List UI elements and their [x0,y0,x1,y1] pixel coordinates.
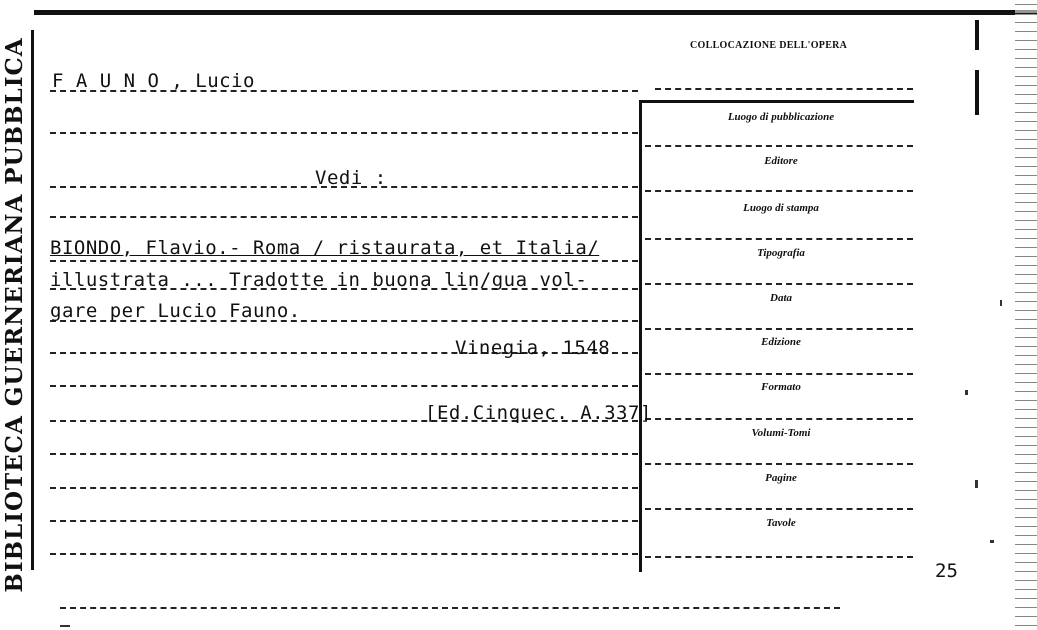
rule-line [50,216,638,218]
library-side-stamp: BIBLIOTECA GUERNERIANA PUBBLICA [0,15,30,615]
reference-line-3: gare per Lucio Fauno. [50,300,301,322]
rule-line [50,132,638,134]
author-heading: F A U N O , Lucio [52,70,255,92]
reference-line-1: BIONDO, Flavio.- Roma / ristaurata, et Italia/ [50,237,600,259]
rule-line [645,328,913,330]
field-pages: Pagine [765,472,797,484]
field-place-of-publication: Luogo di pubblicazione [727,111,835,123]
rule-line [50,385,638,387]
noise-speck [1000,300,1002,306]
left-frame-line [31,30,34,570]
rule-line [655,88,913,90]
rule-line [645,238,913,240]
noise-speck [60,625,70,627]
reference-line-2: illustrata ... Tradotte in buona lin/gua vol- [50,269,588,291]
right-mark-middle [975,70,979,115]
top-border [0,10,1037,15]
page-number: 25 [935,560,958,582]
placement-box-top [639,100,914,103]
rule-line [50,553,638,555]
field-plates: Tavole [766,517,796,529]
rule-line [645,373,913,375]
imprint-line: Vinegia, 1548 [455,337,611,359]
rule-line [50,260,638,262]
noise-speck [975,480,978,488]
rule-line [50,487,638,489]
right-torn-edge [1015,0,1037,630]
rule-line [645,190,913,192]
shelfmark: [Ed.Cinquec. A.337] [425,402,652,424]
field-place-of-printing: Luogo di stampa [743,202,819,214]
field-date: Data [770,292,792,304]
field-edition: Edizione [761,336,801,348]
rule-line [50,453,638,455]
rule-line [645,283,913,285]
rule-line [645,418,913,420]
field-format: Formato [761,381,801,393]
field-volumes: Volumi-Tomi [751,427,811,439]
see-reference-label: Vedi : [315,167,387,189]
placement-heading: COLLOCAZIONE DELL'OPERA [690,40,848,51]
field-publisher: Editore [764,155,798,167]
rule-line [645,556,913,558]
column-divider [639,100,642,572]
rule-line [645,463,913,465]
noise-speck [990,540,994,543]
noise-speck [965,390,968,395]
right-mark-top [975,20,979,50]
field-printer: Tipografia [757,247,805,259]
rule-line [50,520,638,522]
rule-line [645,145,913,147]
rule-line [60,607,840,609]
rule-line [645,508,913,510]
